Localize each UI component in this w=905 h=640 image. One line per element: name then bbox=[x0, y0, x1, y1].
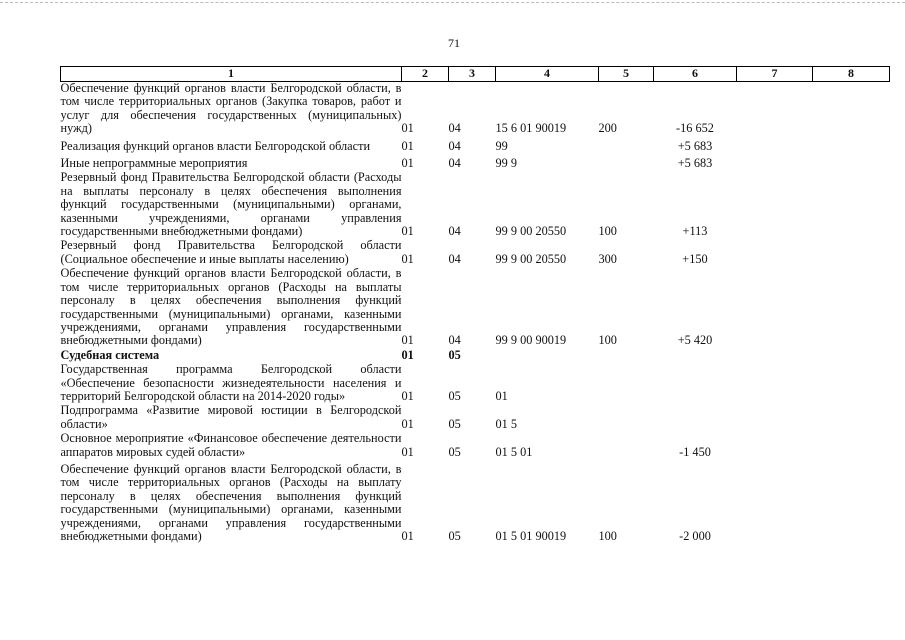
cell-amount bbox=[654, 404, 737, 432]
cell-section: 01 bbox=[401, 138, 414, 153]
cell-amount: +113 bbox=[682, 224, 708, 239]
cell-col8 bbox=[813, 239, 890, 267]
cell-subsection: 05 bbox=[448, 416, 461, 431]
header-cell: 5 bbox=[599, 67, 654, 82]
cell-col8 bbox=[813, 363, 890, 404]
cell-amount bbox=[654, 363, 737, 404]
cell-target-item: 01 5 01 bbox=[495, 444, 533, 459]
cell-amount: -2 000 bbox=[679, 529, 711, 543]
cell-subsection: 05 bbox=[448, 347, 461, 362]
row-name: Обеспечение функций органов власти Белгородской области, в том числе территориальных органов (Расходы на выплату персоналу в целях обеспечения выполнения функций государственными (муниципальными) органами, казенными учреждениями, органами управления государственными внебюджетными фондами) bbox=[60, 461, 402, 543]
header-cell: 7 bbox=[737, 67, 813, 82]
row-name: Резервный фонд Правительства Белгородской области (Расходы на выплаты персоналу в целях обеспечения выполнения функций государственными (муниципальными) органами, казенными учреждениями, органами управления государственными внебюджетными фондами) bbox=[60, 170, 402, 239]
cell-target-item: 99 9 bbox=[495, 156, 518, 171]
cell-amount: -16 652 bbox=[676, 121, 714, 136]
cell-expense-type bbox=[599, 349, 654, 363]
cell-col7 bbox=[737, 349, 813, 363]
cell-col7 bbox=[737, 171, 813, 239]
cell-section: 01 bbox=[401, 121, 414, 136]
cell-expense-type bbox=[599, 154, 654, 171]
table-row bbox=[61, 460, 890, 544]
cell-col7 bbox=[737, 363, 813, 404]
cell-col8 bbox=[813, 82, 890, 137]
cell-col7 bbox=[737, 154, 813, 171]
cell-col7 bbox=[737, 82, 813, 137]
row-name: Обеспечение функций органов власти Белгородской области, в том числе территориальных органов (Расходы на выплаты персоналу в целях обеспечения выполнения функций государственными (муниципальными) органами, казенными учреждениями, органами управления государственными внебюджетными фондами) bbox=[60, 266, 402, 348]
cell-expense-type: 100 bbox=[598, 333, 617, 348]
row-name: Обеспечение функций органов власти Белгородской области, в том числе территориальных органов (Закупка товаров, работ и услуг для обеспечения государственных (муниципальных) нужд) bbox=[60, 81, 402, 136]
header-cell: 2 bbox=[402, 67, 449, 82]
cell-amount: +5 683 bbox=[677, 138, 713, 153]
cell-target-item: 99 bbox=[495, 138, 508, 153]
cell-col7 bbox=[737, 432, 813, 460]
cell-section: 01 bbox=[401, 251, 414, 266]
cell-expense-type: 300 bbox=[598, 251, 617, 266]
cell-subsection: 05 bbox=[448, 388, 461, 403]
cell-target-item: 01 5 bbox=[495, 416, 518, 431]
header-cell: 1 bbox=[61, 67, 402, 82]
table-row bbox=[61, 267, 890, 348]
cell-col8 bbox=[813, 171, 890, 239]
cell-col7 bbox=[737, 239, 813, 267]
row-name: Резервный фонд Правительства Белгородской области (Социальное обеспечение и иные выплаты населению) bbox=[60, 238, 402, 266]
cell-subsection: 04 bbox=[448, 224, 461, 239]
cell-amount bbox=[654, 349, 737, 363]
cell-target-item: 01 5 01 90019 bbox=[495, 529, 567, 543]
cell-expense-type bbox=[599, 404, 654, 432]
cell-col8 bbox=[813, 460, 890, 544]
cell-section: 01 bbox=[401, 333, 414, 348]
table-row bbox=[61, 82, 890, 137]
cell-col7 bbox=[737, 404, 813, 432]
cell-expense-type: 100 bbox=[598, 529, 617, 543]
cell-subsection: 04 bbox=[448, 138, 461, 153]
cell-col8 bbox=[813, 432, 890, 460]
cell-col8 bbox=[813, 154, 890, 171]
cell-subsection: 05 bbox=[448, 529, 461, 543]
cell-section: 01 bbox=[401, 388, 414, 403]
cell-amount: +150 bbox=[682, 251, 708, 266]
cell-expense-type bbox=[599, 432, 654, 460]
cell-section: 01 bbox=[401, 444, 414, 459]
row-name: Подпрограмма «Развитие мировой юстиции в Белгородской области» bbox=[60, 403, 402, 431]
header-cell: 6 bbox=[654, 67, 737, 82]
cell-subsection: 04 bbox=[448, 251, 461, 266]
cell-col8 bbox=[813, 267, 890, 348]
table-row bbox=[61, 154, 890, 171]
table-row bbox=[61, 404, 890, 432]
cell-col8 bbox=[813, 404, 890, 432]
cell-target-item bbox=[496, 349, 599, 363]
cell-col8 bbox=[813, 137, 890, 154]
table-row bbox=[61, 137, 890, 154]
cell-target-item: 01 bbox=[495, 388, 508, 403]
header-cell: 3 bbox=[449, 67, 496, 82]
cell-section: 01 bbox=[401, 416, 414, 431]
header-cell: 4 bbox=[496, 67, 599, 82]
table-row bbox=[61, 171, 890, 239]
row-name: Иные непрограммные мероприятия bbox=[60, 156, 248, 171]
page-number: 71 bbox=[448, 36, 460, 50]
table-row bbox=[61, 239, 890, 267]
table-row bbox=[61, 363, 890, 404]
budget-table bbox=[60, 66, 890, 544]
cell-col7 bbox=[737, 460, 813, 544]
cell-expense-type: 200 bbox=[598, 121, 617, 136]
cell-subsection: 05 bbox=[448, 444, 461, 459]
cell-col8 bbox=[813, 349, 890, 363]
cell-section: 01 bbox=[401, 529, 414, 543]
cell-amount: -1 450 bbox=[679, 444, 711, 459]
cell-subsection: 04 bbox=[448, 121, 461, 136]
cell-target-item: 99 9 00 90019 bbox=[495, 333, 567, 348]
cell-section: 01 bbox=[401, 347, 414, 362]
cell-expense-type: 100 bbox=[598, 224, 617, 239]
cell-expense-type bbox=[599, 363, 654, 404]
table-row bbox=[61, 432, 890, 460]
row-name: Судебная система bbox=[60, 347, 160, 362]
cell-target-item: 99 9 00 20550 bbox=[495, 251, 567, 266]
cell-target-item: 15 6 01 90019 bbox=[495, 121, 567, 136]
row-name: Реализация функций органов власти Белгородской области bbox=[60, 138, 371, 153]
scan-edge-line bbox=[0, 2, 905, 4]
row-name: Государственная программа Белгородской области «Обеспечение безопасности жизнедеятельности населения и территорий Белгородской области на 2014-2020 годы» bbox=[60, 362, 402, 403]
header-cell: 8 bbox=[813, 67, 890, 82]
cell-target-item: 99 9 00 20550 bbox=[495, 224, 567, 239]
cell-col7 bbox=[737, 137, 813, 154]
cell-section: 01 bbox=[401, 156, 414, 171]
cell-col7 bbox=[737, 267, 813, 348]
cell-subsection: 04 bbox=[448, 156, 461, 171]
cell-section: 01 bbox=[401, 224, 414, 239]
cell-amount: +5 420 bbox=[677, 333, 713, 348]
cell-expense-type bbox=[599, 137, 654, 154]
cell-amount: +5 683 bbox=[677, 156, 713, 171]
section-row bbox=[61, 349, 890, 363]
cell-subsection: 04 bbox=[448, 333, 461, 348]
row-name: Основное мероприятие «Финансовое обеспечение деятельности аппаратов мировых судей области» bbox=[60, 431, 402, 459]
header-row bbox=[61, 67, 890, 82]
